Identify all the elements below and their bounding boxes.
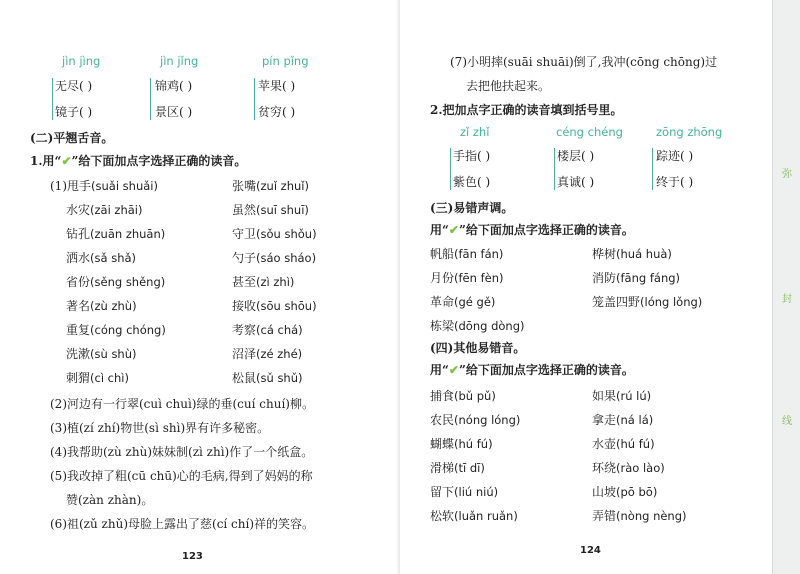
check-icon: ✔ [61,154,72,168]
item [66,202,143,218]
pinyin-choices: (nòng nèng) [616,509,687,523]
group-bracket [652,148,653,190]
sentence: (7)小明摔(suāi shuāi)倒了,我冲(cōng chōng)过 [450,55,718,69]
item [50,178,158,194]
word: 钻孔 [66,227,91,241]
pinyin-choices: (huá huà) [616,247,672,261]
pinyin-choices: (cá chá) [256,323,303,337]
group-bracket [554,148,555,190]
pinyin-head: céng chéng [556,125,623,139]
word: 水灾 [66,203,91,217]
word: 弄错 [592,509,617,523]
item [66,250,136,266]
pinyin-choices: (zuān zhuān) [90,227,166,241]
item [66,298,137,314]
word: (1)甩手 [50,179,91,193]
item [232,298,317,314]
pinyin-head: zǐ zhǐ [460,125,490,139]
pinyin-choices: (pō bō) [616,485,658,499]
word: 月份 [430,271,455,285]
pinyin-choices: (sǒu shǒu) [256,227,317,241]
word: 洗漱 [66,347,91,361]
sentence: (6)祖(zǔ zhǔ)母脸上露出了慈(cí chí)祥的笑容。 [50,517,315,531]
word: 虽然 [232,203,257,217]
word: 守卫 [232,227,257,241]
item [592,484,657,500]
pinyin-choices: (zāi zhāi) [90,203,143,217]
item [232,178,309,194]
word: 重复 [66,323,91,337]
item [232,202,309,218]
seal-mark: 弥 [782,169,792,180]
item [592,388,651,404]
group-bracket [254,78,255,120]
word: 帆船 [430,247,455,261]
pinyin-choices: (suǎi shuǎi) [91,179,158,193]
item [592,436,655,452]
word: 留下 [430,485,455,499]
word: 革命 [430,295,455,309]
item [592,508,687,524]
pinyin-choices: (cóng chóng) [90,323,166,337]
item [430,436,493,452]
page-number: 124 [580,545,601,556]
item [66,370,129,386]
sentence: (5)我改掉了粗(cū chū)心的毛病,得到了妈妈的称 [50,469,313,483]
group-item: 楼层( ) [557,149,595,163]
question-text: ”给下面加点字选择正确的读音。 [458,363,634,377]
pinyin-choices: (hú fú) [616,437,655,451]
sentence: (3)植(zí zhí)物世(sì shì)界有许多秘密。 [50,421,270,435]
word: 省份 [66,275,91,289]
word: 勺子 [232,251,257,265]
pinyin-head: zōng zhōng [656,125,723,139]
group-bracket [52,78,53,120]
question-text: 用“ [430,363,449,377]
section-heading: (四)其他易错音。 [430,341,526,355]
pinyin-choices: (luǎn ruǎn) [454,509,518,523]
word: 水壶 [592,437,617,451]
question-text: ”给下面加点字选择正确的读音。 [458,223,634,237]
word: 蝴蝶 [430,437,455,451]
word: 洒水 [66,251,91,265]
word: 沼泽 [232,347,257,361]
pinyin-choices: (zuǐ zhuǐ) [256,179,309,193]
item [430,460,485,476]
item [430,412,520,428]
pinyin-choices: (zì zhì) [256,275,295,289]
word: 著名 [66,299,91,313]
group-item: 终于( ) [656,175,694,189]
item [66,274,165,290]
pinyin-choices: (fāng fáng) [616,271,681,285]
item [232,346,302,362]
group-item: 无尽( ) [55,79,93,93]
pinyin-choices: (lóng lǒng) [640,295,703,309]
word: 栋梁 [430,319,455,333]
group-item: 手指( ) [453,149,491,163]
word: 如果 [592,389,617,403]
word: 环绕 [592,461,617,475]
pinyin-choices: (sǔ shǔ) [256,371,303,385]
item [430,388,496,404]
item [430,318,525,334]
pinyin-choices: (sáo sháo) [256,251,317,265]
item [430,484,498,500]
sentence: (4)我帮助(zù zhù)妹妹制(zì zhì)作了一个纸盒。 [50,445,314,459]
group-item: 锦鸡( ) [155,79,193,93]
pinyin-choices: (fēn fèn) [454,271,504,285]
section-heading: (二)平翘舌音。 [30,131,114,145]
group-item: 苹果( ) [258,79,296,93]
item [592,294,702,310]
pinyin-choices: (cì chì) [90,371,129,385]
pinyin-choices: (sōu shōu) [256,299,317,313]
item [232,226,317,242]
group-item: 镜子( ) [55,105,93,119]
word: 滑梯 [430,461,455,475]
pinyin-choices: (sù shù) [90,347,137,361]
pinyin-choices: (tī dī) [454,461,485,475]
item [232,250,316,266]
check-icon: ✔ [448,223,459,237]
question-check [430,222,634,238]
pinyin-choices: (nóng lóng) [454,413,521,427]
word: 山坡 [592,485,617,499]
item [232,322,303,338]
pinyin-head: jìn jìng [62,54,101,68]
pinyin-head: pín pǐng [262,54,309,68]
pinyin-head: jìn jǐng [160,54,199,68]
item [430,246,503,262]
group-item: 景区( ) [155,105,193,119]
pinyin-choices: (hú fú) [454,437,493,451]
page-number: 123 [182,551,203,562]
word: 松软 [430,509,455,523]
item [66,322,166,338]
group-bracket [450,148,451,190]
word: 桦树 [592,247,617,261]
pinyin-choices: (zé zhé) [256,347,303,361]
group-item: 踪迹( ) [656,149,694,163]
item [232,274,294,290]
item [592,412,653,428]
pinyin-choices: (zù zhù) [90,299,137,313]
item [232,370,303,386]
sentence: 赞(zàn zhàn)。 [66,493,154,507]
question-text: 1.用“ [30,154,62,168]
right-page [400,0,772,574]
pinyin-choices: (rú lú) [616,389,652,403]
pinyin-choices: (sǎ shǎ) [90,251,137,265]
item [592,460,665,476]
question-1 [30,153,246,169]
word: 拿走 [592,413,617,427]
group-item: 紫色( ) [453,175,491,189]
pinyin-choices: (fān fán) [454,247,504,261]
pinyin-choices: (suī shuī) [256,203,309,217]
word: 捕食 [430,389,455,403]
seal-line-strip [772,0,800,574]
seal-mark: 线 [782,416,792,427]
item [430,508,518,524]
pinyin-choices: (sěng shěng) [90,275,166,289]
question-check [430,362,634,378]
section-heading: (三)易错声调。 [430,201,514,215]
item [66,226,165,242]
word: 接收 [232,299,257,313]
question-2: 2.把加点字正确的读音填到括号里。 [430,103,623,117]
pinyin-choices: (bǔ pǔ) [454,389,496,403]
item [592,270,680,286]
sentence: (2)河边有一行翠(cuì chuì)绿的垂(cuí chuí)柳。 [50,397,314,411]
group-bracket [150,78,151,120]
word: 农民 [430,413,455,427]
item [430,270,503,286]
word: 笼盖四野 [592,295,641,309]
check-icon: ✔ [448,363,459,377]
word: 甚至 [232,275,257,289]
pinyin-choices: (gé gě) [454,295,496,309]
word: 张嘴 [232,179,257,193]
question-text: 用“ [430,223,449,237]
word: 考察 [232,323,257,337]
word: 松鼠 [232,371,257,385]
pinyin-choices: (liú niú) [454,485,499,499]
item [66,346,137,362]
item [430,294,495,310]
group-item: 贫穷( ) [258,105,296,119]
word: 刺猬 [66,371,91,385]
question-text: ”给下面加点字选择正确的读音。 [71,154,247,168]
group-item: 真诚( ) [557,175,595,189]
pinyin-choices: (dōng dòng) [454,319,525,333]
item [592,246,672,262]
word: 消防 [592,271,617,285]
seal-mark: 封 [782,294,792,305]
pinyin-choices: (rào lào) [616,461,665,475]
sentence: 去把他扶起来。 [466,79,551,93]
pinyin-choices: (ná lá) [616,413,654,427]
